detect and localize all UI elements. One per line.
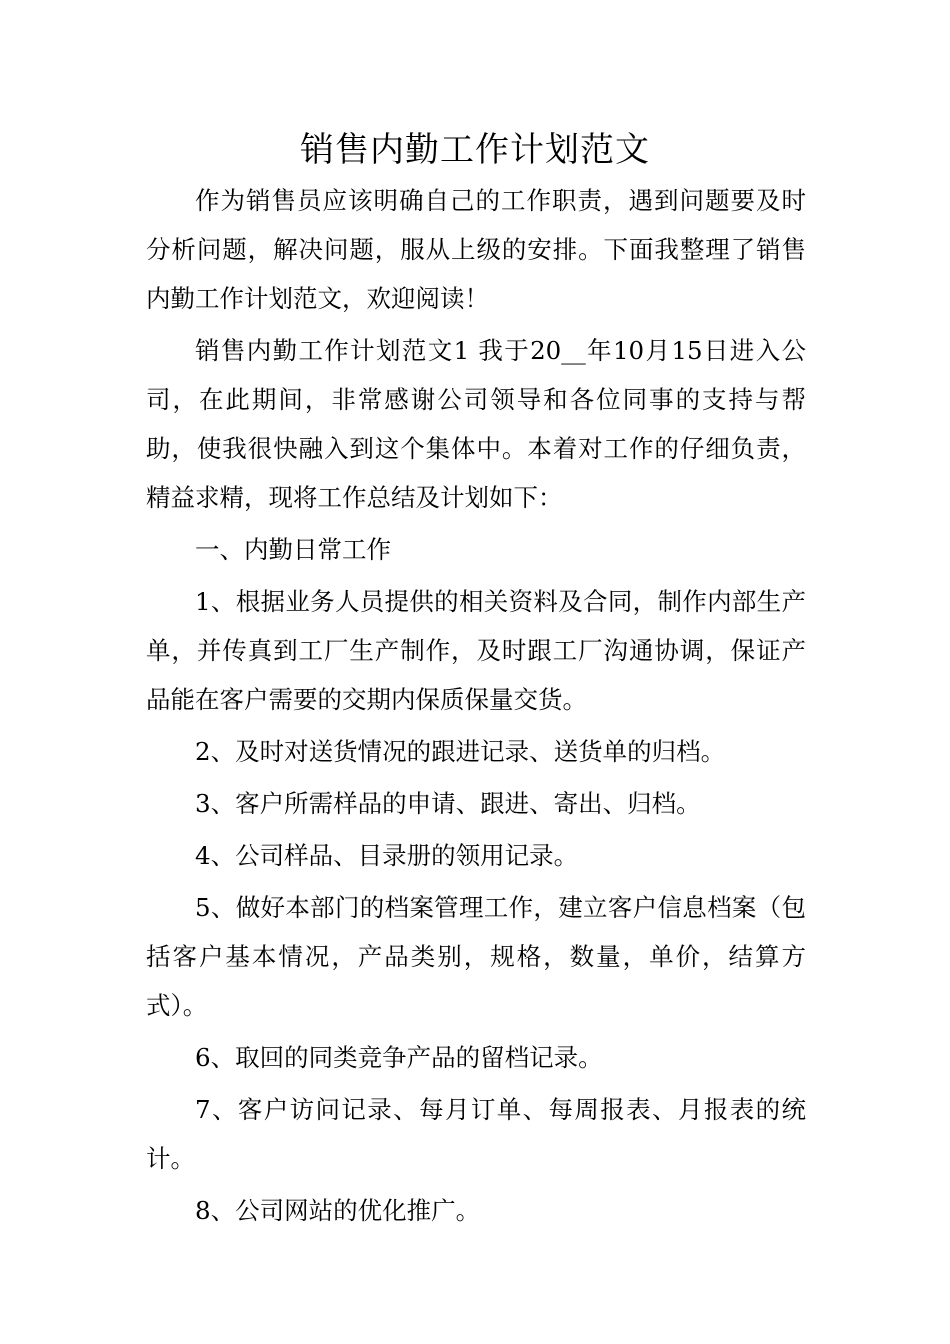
list-item-1: 1、根据业务人员提供的相关资料及合同，制作内部生产单，并传真到工厂生产制作，及时跟工厂沟通协调，保证产品能在客户需要的交期内保质保量交货。 [146, 587, 806, 714]
list-item-2: 2、及时对送货情况的跟进记录、送货单的归档。 [195, 737, 726, 766]
list-item-6: 6、取回的同类竞争产品的留档记录。 [195, 1043, 603, 1072]
plan-1-paragraph: 销售内勤工作计划范文1 我于20__年10月15日进入公司，在此期间，非常感谢公司领导和各位同事的支持与帮助，使我很快融入到这个集体中。本着对工作的仔细负责，精益求精，现将工作总结及计划如下： [146, 336, 806, 512]
document-title: 销售内勤工作计划范文 [300, 130, 650, 170]
list-item-3: 3、客户所需样品的申请、跟进、寄出、归档。 [195, 789, 701, 818]
list-item-8: 8、公司网站的优化推广。 [195, 1196, 481, 1225]
list-item-5: 5、做好本部门的档案管理工作，建立客户信息档案（包括客户基本情况，产品类别，规格，数量，单价，结算方式）。 [146, 893, 806, 1020]
intro-paragraph: 作为销售员应该明确自己的工作职责，遇到问题要及时分析问题，解决问题，服从上级的安排。下面我整理了销售内勤工作计划范文，欢迎阅读！ [146, 186, 806, 313]
section-heading: 一、内勤日常工作 [195, 535, 391, 564]
list-item-7: 7、客户访问记录、每月订单、每周报表、月报表的统计。 [146, 1095, 806, 1173]
document-body [146, 176, 806, 1235]
list-item-4: 4、公司样品、目录册的领用记录。 [195, 841, 579, 870]
